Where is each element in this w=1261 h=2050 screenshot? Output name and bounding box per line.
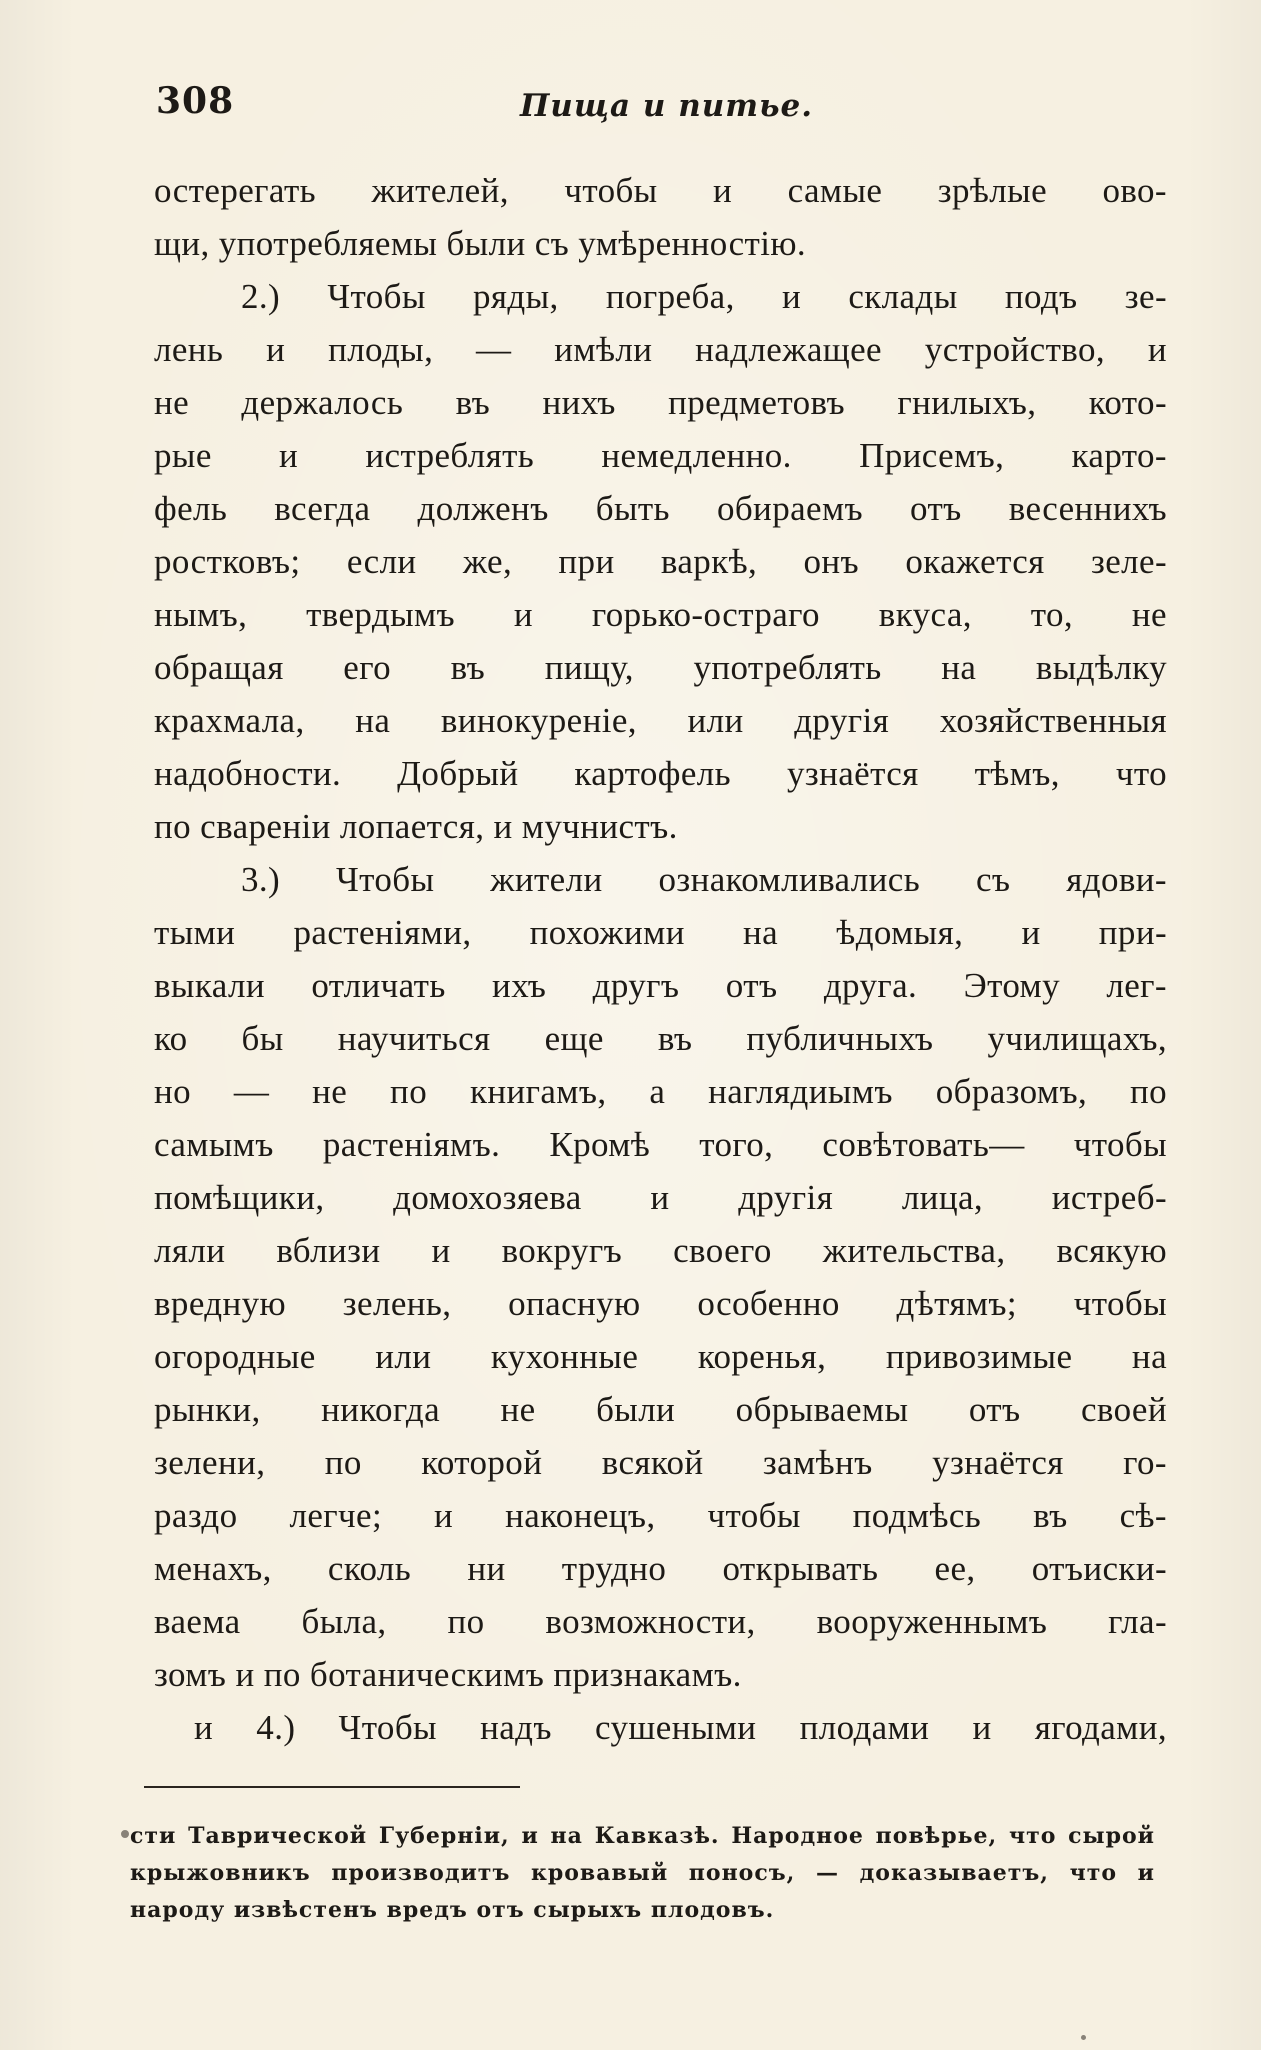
footnote-block: [130, 1818, 1155, 1929]
text-line: рынки, никогда не были обрываемы отъ своей: [154, 1390, 1167, 1429]
text-line: рые и истреблять немедленно. Присемъ, карто-: [154, 436, 1167, 475]
text-line: тыми растеніями, похожими на ѣдомыя, и при-: [154, 913, 1167, 952]
text-line: огородные или кухонные коренья, привозимые на: [154, 1337, 1167, 1376]
text-line: крахмала, на винокуреніе, или другія хозяйственныя: [154, 701, 1167, 740]
text-line: помѣщики, домохозяева и другія лица, истреб-: [154, 1178, 1167, 1217]
text-line: не держалось въ нихъ предметовъ гнилыхъ, кото-: [154, 383, 1167, 422]
text-line: 2.) Чтобы ряды, погреба, и склады подъ зе-: [241, 277, 1167, 316]
footnote-rule: [144, 1786, 520, 1788]
text-line: надобности. Добрый картофель узнаётся тѣмъ, что: [154, 754, 1167, 793]
text-line: самымъ растеніямъ. Кромѣ того, совѣтовать— чтобы: [154, 1125, 1167, 1164]
ink-speck: [121, 1830, 129, 1838]
text-line: лень и плоды, — имѣли надлежащее устройство, и: [154, 330, 1167, 369]
footnote-line: крыжовникъ производитъ кровавый поносъ, — доказываетъ, что и: [130, 1860, 1155, 1886]
text-line: менахъ, сколь ни трудно открывать ее, отъиски-: [154, 1549, 1167, 1588]
text-line: остерегать жителей, чтобы и самые зрѣлые ово-: [154, 171, 1167, 210]
text-line: фель всегда долженъ быть обираемъ отъ весеннихъ: [154, 489, 1167, 528]
running-title: Пища и питье.: [520, 88, 814, 124]
main-text: [154, 164, 1167, 1754]
text-line: 3.) Чтобы жители ознакомливались съ ядови-: [241, 860, 1167, 899]
text-line: зелени, по которой всякой замѣнъ узнаётся го-: [154, 1443, 1167, 1482]
text-line: нымъ, твердымъ и горько-остраго вкуса, то, не: [154, 595, 1167, 634]
text-line: но — не по книгамъ, а наглядиымъ образомъ, по: [154, 1072, 1167, 1111]
ink-speck: [1081, 2035, 1086, 2040]
footnote-line: сти Таврической Губерніи, и на Кавказѣ. Народное повѣрье, что сырой: [130, 1823, 1155, 1849]
text-line: по свареніи лопается, и мучнистъ.: [154, 807, 678, 846]
text-line: ко бы научиться еще въ публичныхъ училищахъ,: [154, 1019, 1167, 1058]
footnote-line: народу извѣстенъ вредъ отъ сырыхъ плодовъ.: [130, 1897, 775, 1923]
text-line: зомъ и по ботаническимъ признакамъ.: [154, 1655, 742, 1694]
running-head: [150, 80, 1150, 130]
text-line: выкали отличать ихъ другъ отъ друга. Этому лег-: [154, 966, 1167, 1005]
page-number: 308: [156, 80, 235, 122]
text-line: обращая его въ пищу, употреблять на выдѣлку: [154, 648, 1167, 687]
text-line: и 4.) Чтобы надъ сушеными плодами и ягодами,: [194, 1708, 1167, 1747]
text-line: вредную зелень, опасную особенно дѣтямъ; чтобы: [154, 1284, 1167, 1323]
text-line: ростковъ; если же, при варкѣ, онъ окажется зеле-: [154, 542, 1167, 581]
text-line: ляли вблизи и вокругъ своего жительства, всякую: [154, 1231, 1167, 1270]
text-line: ваема была, по возможности, вооруженнымъ гла-: [154, 1602, 1167, 1641]
text-line: щи, употребляемы были съ умѣренностію.: [154, 224, 807, 263]
text-line: раздо легче; и наконецъ, чтобы подмѣсь въ сѣ-: [154, 1496, 1167, 1535]
